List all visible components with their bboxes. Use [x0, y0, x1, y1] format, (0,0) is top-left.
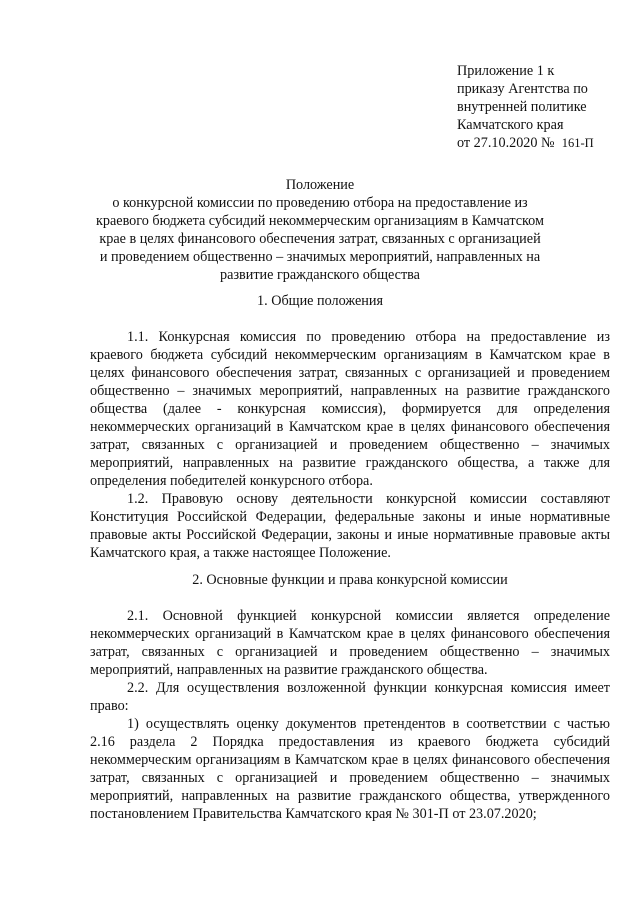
paragraph-2-2: 2.2. Для осуществления возложенной функции конкурсная комиссия имеет право:	[90, 680, 610, 714]
paragraph-2-2-1: 1) осуществлять оценку документов претендентов в соответствии с частью 2.16 раздела 2 Порядка предоставления из краевого бюджета субсидий некоммерческим организациям в Камчатском крае в целях финансового обеспечения затрат, связанных с организацией и проведением общественно – значимых мероприятий, направленных на развитие гражданского общества, утвержденного постановлением Правительства Камчатского края № 301-П от 23.07.2020;	[90, 716, 610, 822]
appendix-line: Приложение 1 к	[457, 63, 555, 79]
appendix-date: от 27.10.2020 №	[457, 135, 555, 151]
appendix-line: внутренней политике	[457, 99, 587, 115]
document-title-block	[95, 176, 545, 284]
order-number: 161-П	[561, 136, 594, 150]
appendix-date-line	[457, 134, 637, 152]
section-2-body	[90, 607, 610, 823]
paragraph-2-1: 2.1. Основной функцией конкурсной комиссии является определение некоммерческих организаций в Камчатском крае в целях финансового обеспечения затрат, связанных с организацией и проведением общественно – значимых мероприятий, направленных на развитие гражданского общества.	[90, 608, 610, 678]
paragraph-1-1: 1.1. Конкурсная комиссия по проведению отбора на предоставление из краевого бюджета субсидий некоммерческим организациям в Камчатском крае в целях финансового обеспечения затрат, связанных с организацией и проведением общественно – значимых мероприятий, направленных на развитие гражданского общества (далее - конкурсная комиссия), формируется для определения некоммерческих организаций в Камчатском крае в целях финансового обеспечения затрат, связанных с организацией и проведением общественно – значимых мероприятий, направленных на развитие гражданского общества, а также для определения победителей конкурсного отбора.	[90, 329, 610, 489]
section-2-heading: 2. Основные функции и права конкурсной комиссии	[192, 572, 508, 588]
section-1-body	[90, 328, 610, 562]
section-1-heading: 1. Общие положения	[257, 293, 383, 309]
document-title: Положение	[285, 177, 355, 193]
appendix-line: Камчатского края	[457, 117, 564, 133]
appendix-header	[457, 62, 637, 152]
paragraph-1-2: 1.2. Правовую основу деятельности конкурсной комиссии составляют Конституция Российской Федерации, федеральные законы и иные нормативные правовые акты Российской Федерации, законы и иные нормативные правовые акты Камчатского края, а также настоящее Положение.	[90, 491, 610, 561]
appendix-line: приказу Агентства по	[457, 81, 588, 97]
document-subtitle: о конкурсной комиссии по проведению отбора на предоставление из краевого бюджета субсидий некоммерческим организациям в Камчатском крае в целях финансового обеспечения затрат, связанных с организацией и проведением общественно – значимых мероприятий, направленных на развитие гражданского общества	[95, 195, 544, 283]
